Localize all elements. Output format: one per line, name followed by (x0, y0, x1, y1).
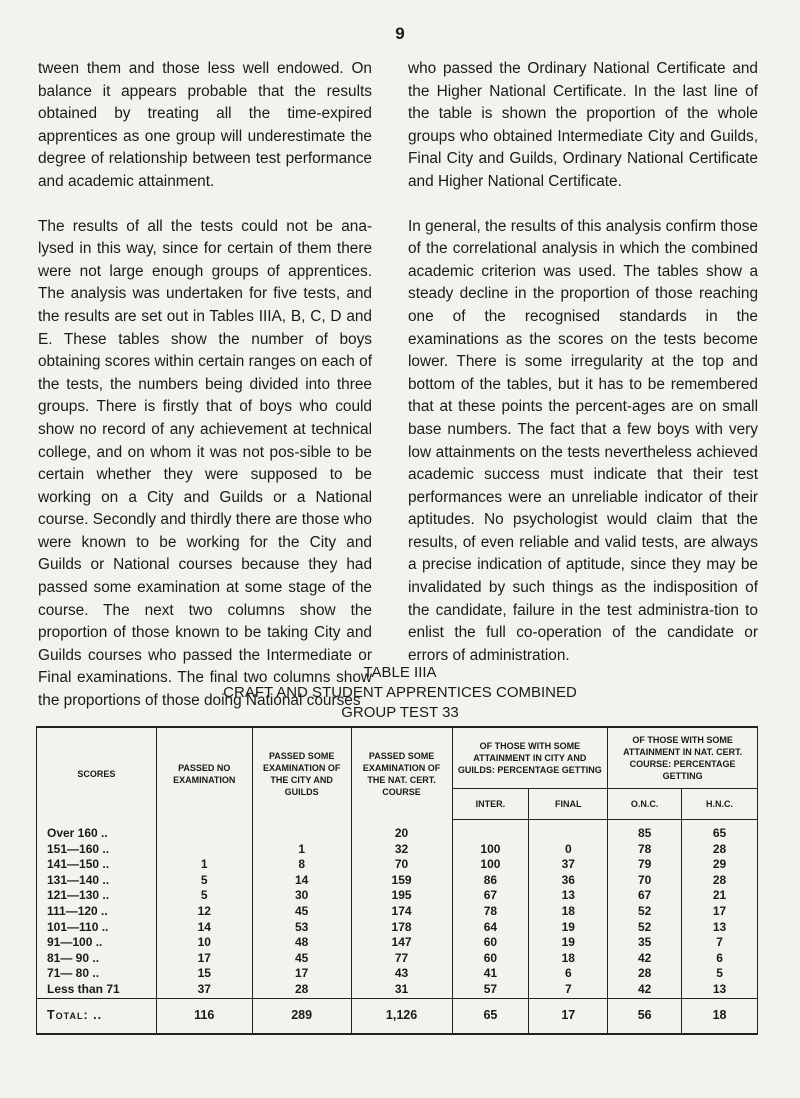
onc-cell: 52 (608, 904, 682, 920)
hnc-cell: 7 (682, 935, 758, 951)
table-row (37, 920, 758, 936)
table-row (37, 857, 758, 873)
results-table (36, 726, 758, 1035)
total-onc-cell: 56 (608, 998, 682, 1034)
passed-cg-cell: 48 (252, 935, 351, 951)
passed-nat-cell: 77 (351, 951, 452, 967)
passed-nat-cell: 174 (351, 904, 452, 920)
total-inter-cell: 65 (452, 998, 529, 1034)
passed-cg-cell: 8 (252, 857, 351, 873)
table-heading (0, 663, 800, 723)
passed-cg-cell: 1 (252, 842, 351, 858)
header-passed-no-examination: PASSED NO EXAMINATION (156, 727, 252, 820)
final-cell: 19 (529, 935, 608, 951)
hnc-cell: 17 (682, 904, 758, 920)
table-row (37, 982, 758, 998)
right-text-column (408, 58, 758, 689)
passed-nat-cell: 159 (351, 873, 452, 889)
header-passed-nat-cert: PASSED SOME EXAMINATION OF THE NAT. CERT. COURSE (351, 727, 452, 820)
total-passed-nat-cell: 1,126 (351, 998, 452, 1034)
passed-none-cell: 37 (156, 982, 252, 998)
passed-cg-cell: 17 (252, 966, 351, 982)
inter-cell: 57 (452, 982, 529, 998)
onc-cell: 70 (608, 873, 682, 889)
score-cell: Over 160 .. (37, 820, 157, 842)
passed-cg-cell (252, 820, 351, 842)
score-cell: 101—110 .. (37, 920, 157, 936)
table-label: TABLE IIIA (363, 664, 437, 681)
onc-cell: 28 (608, 966, 682, 982)
hnc-cell: 28 (682, 873, 758, 889)
left-text-column (38, 58, 372, 735)
hnc-cell: 13 (682, 982, 758, 998)
passed-nat-cell: 32 (351, 842, 452, 858)
header-nat-cert-percentage: OF THOSE WITH SOME ATTAINMENT IN NAT. CERT. COURSE: PERCENTAGE GETTING (608, 727, 758, 789)
table-row (37, 935, 758, 951)
hnc-cell: 29 (682, 857, 758, 873)
inter-cell: 78 (452, 904, 529, 920)
final-cell: 19 (529, 920, 608, 936)
onc-cell: 78 (608, 842, 682, 858)
header-inter: INTER. (452, 789, 529, 820)
total-hnc-cell: 18 (682, 998, 758, 1034)
hnc-cell: 5 (682, 966, 758, 982)
final-cell: 0 (529, 842, 608, 858)
passed-none-cell: 1 (156, 857, 252, 873)
header-onc: O.N.C. (608, 789, 682, 820)
passed-none-cell: 14 (156, 920, 252, 936)
total-passed-cg-cell: 289 (252, 998, 351, 1034)
passed-cg-cell: 28 (252, 982, 351, 998)
header-passed-city-and-guilds: PASSED SOME EXAMINATION OF THE CITY AND GUILDS (252, 727, 351, 820)
onc-cell: 85 (608, 820, 682, 842)
passed-none-cell: 10 (156, 935, 252, 951)
passed-none-cell: 17 (156, 951, 252, 967)
passed-none-cell: 15 (156, 966, 252, 982)
passed-cg-cell: 30 (252, 888, 351, 904)
final-cell: 7 (529, 982, 608, 998)
page-number: 9 (395, 24, 405, 43)
passed-nat-cell: 20 (351, 820, 452, 842)
passed-nat-cell: 147 (351, 935, 452, 951)
onc-cell: 42 (608, 951, 682, 967)
passed-none-cell: 5 (156, 873, 252, 889)
table-row (37, 904, 758, 920)
passed-cg-cell: 45 (252, 904, 351, 920)
inter-cell: 60 (452, 935, 529, 951)
passed-cg-cell: 45 (252, 951, 351, 967)
table-body (37, 820, 758, 1034)
onc-cell: 42 (608, 982, 682, 998)
final-cell: 37 (529, 857, 608, 873)
header-scores: SCORES (37, 727, 157, 820)
passed-nat-cell: 195 (351, 888, 452, 904)
hnc-cell: 65 (682, 820, 758, 842)
paragraph: who passed the Ordinary National Certificate and the Higher National Certificate. In the last line of the table is shown the proportion of the whole groups who obtained Intermediate City and Guilds, Final City and Guilds, Ordinary National Certificate and Higher National Certificate. (408, 60, 758, 190)
passed-none-cell: 12 (156, 904, 252, 920)
table-row (37, 873, 758, 889)
final-cell: 13 (529, 888, 608, 904)
passed-none-cell: 5 (156, 888, 252, 904)
table-row (37, 842, 758, 858)
score-cell: 121—130 .. (37, 888, 157, 904)
hnc-cell: 28 (682, 842, 758, 858)
passed-cg-cell: 53 (252, 920, 351, 936)
table-row (37, 951, 758, 967)
score-cell: 91—100 .. (37, 935, 157, 951)
header-city-and-guilds-percentage: OF THOSE WITH SOME ATTAINMENT IN CITY AND GUILDS: PERCENTAGE GETTING (452, 727, 608, 789)
header-hnc: H.N.C. (682, 789, 758, 820)
score-cell: 71— 80 .. (37, 966, 157, 982)
table-title: CRAFT AND STUDENT APPRENTICES COMBINED (223, 684, 577, 701)
score-cell: 81— 90 .. (37, 951, 157, 967)
passed-nat-cell: 43 (351, 966, 452, 982)
hnc-cell: 13 (682, 920, 758, 936)
passed-none-cell (156, 842, 252, 858)
inter-cell: 41 (452, 966, 529, 982)
header-final: FINAL (529, 789, 608, 820)
paragraph: The results of all the tests could not be ana-lysed in this way, since for certain of them there were not large enough groups of apprentices. The analysis was undertaken for five tests, and the results are set out in Tables IIIA, B, C, D and E. These tables show the number of boys obtaining scores within certain ranges on each of the tests, the numbers being divided into three groups. There is firstly that of boys who could show no record of any achievement at technical college, and on whom it was not pos-sible to be certain whether they were supposed to be working on a City and Guilds or a National course. Secondly and thirdly there are those who were known to be working for the City and Guilds or National courses because they had passed some examination at some stage of the course. The next two columns show the proportion of those known to be taking City and Guilds courses who passed the Intermediate or Final examinations. The final two columns show the proportions of those doing National courses (38, 217, 372, 710)
inter-cell: 100 (452, 842, 529, 858)
score-cell: 131—140 .. (37, 873, 157, 889)
inter-cell: 60 (452, 951, 529, 967)
total-passed-none-cell: 116 (156, 998, 252, 1034)
score-cell: 111—120 .. (37, 904, 157, 920)
table-subtitle: GROUP TEST 33 (341, 704, 459, 721)
inter-cell: 67 (452, 888, 529, 904)
score-cell: Less than 71 (37, 982, 157, 998)
final-cell: 6 (529, 966, 608, 982)
onc-cell: 67 (608, 888, 682, 904)
inter-cell: 64 (452, 920, 529, 936)
final-cell: 36 (529, 873, 608, 889)
final-cell: 18 (529, 951, 608, 967)
onc-cell: 79 (608, 857, 682, 873)
passed-nat-cell: 31 (351, 982, 452, 998)
table-row (37, 820, 758, 842)
onc-cell: 52 (608, 920, 682, 936)
table-row (37, 966, 758, 982)
inter-cell (452, 820, 529, 842)
passed-nat-cell: 70 (351, 857, 452, 873)
passed-nat-cell: 178 (351, 920, 452, 936)
onc-cell: 35 (608, 935, 682, 951)
total-score-cell: Total: .. (37, 998, 157, 1034)
inter-cell: 100 (452, 857, 529, 873)
passed-none-cell (156, 820, 252, 842)
score-cell: 151—160 .. (37, 842, 157, 858)
final-cell: 18 (529, 904, 608, 920)
hnc-cell: 6 (682, 951, 758, 967)
total-final-cell: 17 (529, 998, 608, 1034)
table-row (37, 888, 758, 904)
score-cell: 141—150 .. (37, 857, 157, 873)
total-row (37, 998, 758, 1034)
passed-cg-cell: 14 (252, 873, 351, 889)
final-cell (529, 820, 608, 842)
hnc-cell: 21 (682, 888, 758, 904)
paragraph: tween them and those less well endowed. On balance it appears probable that the results obtained by treating all the time-expired apprentices as one group will underestimate the degree of relationship between test performance and academic attainment. (38, 60, 372, 190)
paragraph: In general, the results of this analysis confirm those of the correlational analysis in which the combined academic criterion was used. The tables show a steady decline in the proportion of those reaching one of the recognised standards in the examinations as the scores on the tests become lower. There is some irregularity at the top and bottom of the tables, but it has to be remembered that at these points the percent-ages are on small base numbers. The fact that a few boys with very low attainments on the tests nevertheless achieved academic success must indicate that their test performances were an unreliable indicator of their aptitudes. No psychologist would claim that the results, of even reliable and valid tests, are always a precise indication of aptitude, since they may be invalidated by such things as the indisposition of the candidate, failure in the test administra-tion to enlist the full co-operation of the candidate or errors of administration. (408, 217, 758, 664)
inter-cell: 86 (452, 873, 529, 889)
